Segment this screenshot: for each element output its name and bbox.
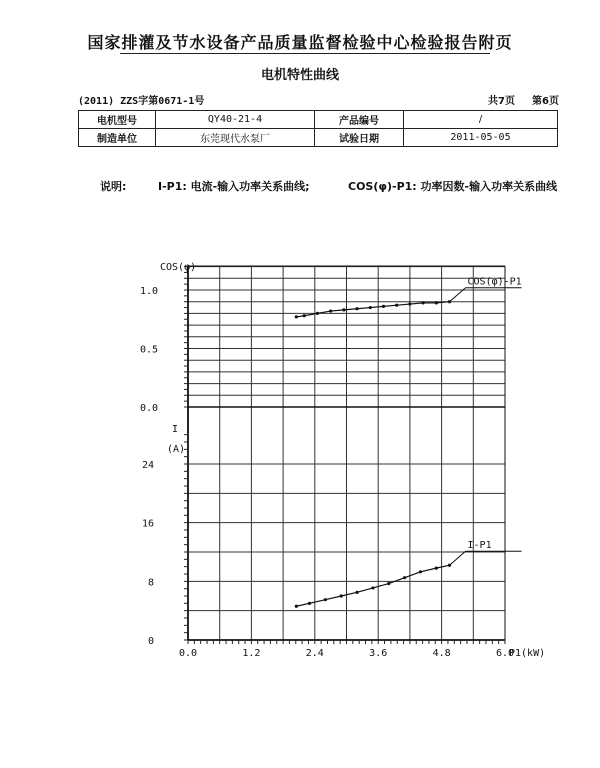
page-subtitle: 电机特性曲线 — [260, 68, 339, 83]
chart-ticks — [184, 267, 505, 644]
x-tick-label: 0.0 — [178, 648, 198, 659]
data-point — [435, 301, 438, 304]
y-tick-label-cos: 0.5 — [139, 344, 158, 356]
chart-grid — [188, 266, 505, 640]
series-leader-line — [450, 551, 466, 565]
series-label: COS(φ)-P1 — [467, 276, 522, 288]
data-point — [408, 302, 411, 305]
y-tick-label-current: 8 — [147, 577, 154, 589]
data-point — [295, 605, 298, 608]
x-tick-label: 4.8 — [432, 648, 451, 659]
y-tick-label-cos: 0.0 — [139, 403, 158, 414]
data-point — [382, 305, 385, 308]
description-curve-current: I-P1: 电流-输入功率关系曲线; — [158, 180, 310, 193]
test-date-value: 2011-05-05 — [404, 129, 558, 147]
current-curve — [296, 565, 449, 606]
cos-phi-curve — [296, 302, 449, 317]
motor-model-label: 电机型号 — [79, 111, 156, 129]
test-date-label: 试验日期 — [315, 129, 404, 147]
y-tick-label-current: 24 — [141, 460, 154, 471]
data-point — [329, 309, 332, 312]
data-point — [371, 586, 374, 589]
chart-labels — [140, 262, 545, 659]
data-point — [303, 314, 306, 317]
series-label: I-P1 — [467, 540, 492, 552]
product-no-label: 产品编号 — [315, 111, 404, 129]
description-label: 说明: — [100, 180, 127, 193]
data-point — [419, 570, 422, 573]
report-number: (2011) ZZS字第0671-1号 — [78, 96, 205, 107]
x-tick-label: 3.6 — [369, 648, 388, 659]
data-point — [435, 567, 438, 570]
page-total: 共7页 — [488, 96, 515, 107]
page-current: 第6页 — [532, 96, 559, 107]
x-tick-label: 1.2 — [242, 648, 261, 659]
y-tick-label-current: 0 — [147, 636, 154, 647]
data-point — [369, 306, 372, 309]
data-point — [324, 598, 327, 601]
manufacturer-value: 东莞现代水泵厂 — [156, 129, 315, 147]
chart-series — [295, 277, 522, 608]
data-point — [316, 312, 319, 315]
data-point — [295, 315, 298, 318]
data-point — [340, 594, 343, 597]
page-title: 国家排灌及节水设备产品质量监督检验中心检验报告附页 — [87, 33, 513, 52]
motor-model-value: QY40-21-4 — [156, 111, 315, 129]
x-tick-label: 2.4 — [305, 648, 324, 659]
manufacturer-label: 制造单位 — [79, 129, 156, 147]
y-axis-label-cos: COS(φ) — [160, 262, 197, 273]
x-axis-label: P1(kW) — [509, 648, 546, 659]
description-curve-power-factor: COS(φ)-P1: 功率因数-输入功率关系曲线 — [348, 180, 558, 193]
y-tick-label-current: 16 — [141, 518, 154, 530]
y-axis-label-current: I — [171, 424, 179, 435]
y-tick-label-cos: 1.0 — [139, 286, 158, 297]
data-point — [342, 308, 345, 311]
x-tick-label: 6.0 — [495, 648, 515, 659]
data-point — [422, 301, 425, 304]
y-axis-unit-current: (A) — [166, 444, 186, 455]
data-point — [387, 582, 390, 585]
data-point — [403, 576, 406, 579]
data-point — [355, 591, 358, 594]
data-point — [395, 304, 398, 307]
product-no-value: / — [404, 111, 558, 129]
data-point — [308, 602, 311, 605]
data-point — [355, 307, 358, 310]
